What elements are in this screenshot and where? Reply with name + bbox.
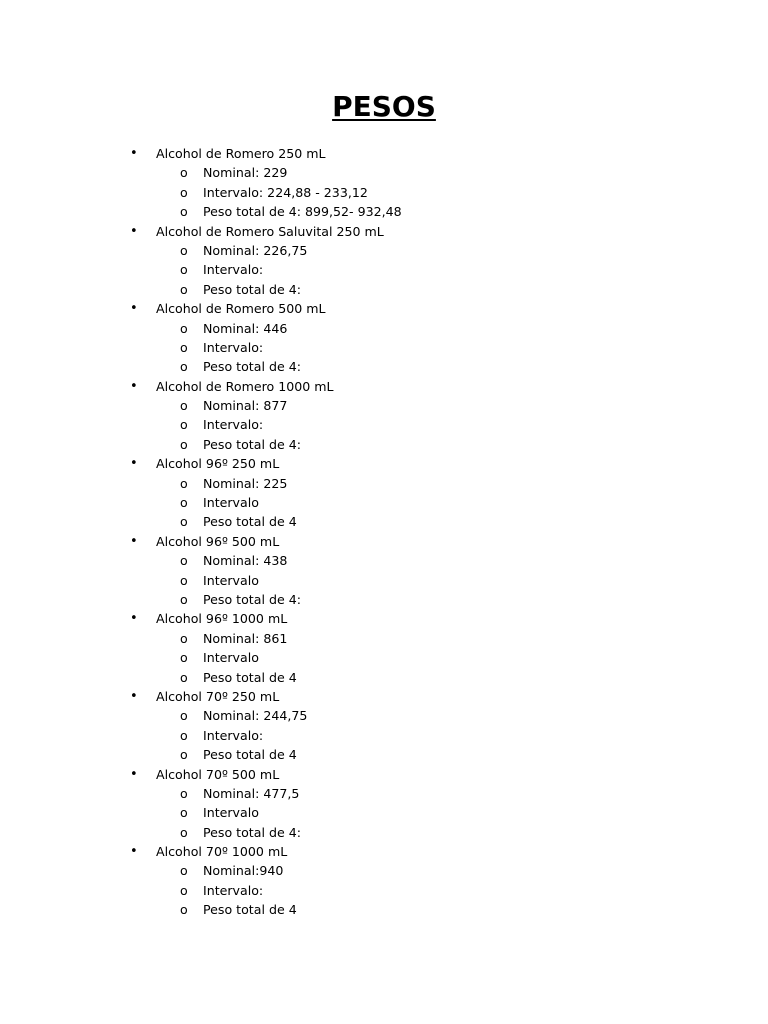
sub-item bbox=[0, 745, 768, 764]
sub-item bbox=[0, 280, 768, 299]
sub-item bbox=[0, 474, 768, 493]
sub-item-text: Nominal: 244,75 bbox=[203, 708, 308, 724]
sub-item-text: Peso total de 4: bbox=[203, 824, 301, 840]
list-item bbox=[0, 454, 768, 532]
bullet-icon: • bbox=[130, 688, 138, 704]
sub-bullet-icon: o bbox=[180, 242, 188, 258]
sub-bullet-icon: o bbox=[180, 514, 188, 530]
sub-item-text: Nominal:940 bbox=[203, 863, 284, 879]
sub-item-text: Peso total de 4 bbox=[203, 747, 297, 763]
list-item bbox=[0, 299, 768, 377]
bullet-icon: • bbox=[130, 146, 138, 161]
sub-item-text: Peso total de 4 bbox=[203, 902, 297, 918]
sub-item-text: Nominal: 477,5 bbox=[203, 785, 300, 801]
sub-bullet-icon: o bbox=[180, 495, 188, 511]
sub-list bbox=[0, 474, 768, 532]
bullet-icon: • bbox=[130, 533, 138, 549]
sub-item-text: Peso total de 4: bbox=[203, 436, 301, 452]
sub-item-text: Peso total de 4: 899,52- 932,48 bbox=[203, 204, 402, 220]
sub-item bbox=[0, 512, 768, 531]
sub-list bbox=[0, 551, 768, 609]
sub-item-text: Intervalo bbox=[203, 805, 259, 821]
sub-item-text: Nominal: 446 bbox=[203, 320, 288, 336]
list-item bbox=[0, 144, 768, 222]
sub-bullet-icon: o bbox=[180, 591, 188, 607]
item-label: Alcohol de Romero 1000 mL bbox=[156, 378, 334, 394]
bullet-icon: • bbox=[130, 223, 138, 239]
sub-item-text: Peso total de 4 bbox=[203, 514, 297, 530]
weights-list bbox=[0, 144, 768, 920]
item-label: Alcohol 70º 250 mL bbox=[156, 688, 280, 704]
list-item bbox=[0, 609, 768, 687]
page-title: PESOS bbox=[332, 90, 436, 123]
sub-item bbox=[0, 823, 768, 842]
item-label: Alcohol 70º 500 mL bbox=[156, 766, 280, 782]
sub-bullet-icon: o bbox=[180, 785, 188, 801]
sub-item-text: Nominal: 861 bbox=[203, 630, 288, 646]
sub-bullet-icon: o bbox=[180, 398, 188, 414]
sub-item bbox=[0, 202, 768, 221]
sub-item-text: Nominal: 229 bbox=[203, 165, 288, 181]
sub-bullet-icon: o bbox=[180, 572, 188, 588]
sub-bullet-icon: o bbox=[180, 475, 188, 491]
item-label: Alcohol de Romero 250 mL bbox=[156, 146, 326, 161]
sub-bullet-icon: o bbox=[180, 669, 188, 685]
sub-bullet-icon: o bbox=[180, 204, 188, 220]
sub-item bbox=[0, 163, 768, 182]
sub-item-text: Nominal: 225 bbox=[203, 475, 288, 491]
sub-bullet-icon: o bbox=[180, 359, 188, 375]
sub-bullet-icon: o bbox=[180, 165, 188, 181]
sub-bullet-icon: o bbox=[180, 262, 188, 278]
sub-item-text: Peso total de 4 bbox=[203, 669, 297, 685]
bullet-icon: • bbox=[130, 766, 138, 782]
sub-item bbox=[0, 900, 768, 919]
sub-bullet-icon: o bbox=[180, 417, 188, 433]
item-label: Alcohol 70º 1000 mL bbox=[156, 844, 288, 860]
list-item bbox=[0, 222, 768, 300]
sub-item-text: Intervalo: 224,88 - 233,12 bbox=[203, 184, 368, 200]
sub-bullet-icon: o bbox=[180, 339, 188, 355]
sub-bullet-icon: o bbox=[180, 863, 188, 879]
sub-bullet-icon: o bbox=[180, 281, 188, 297]
sub-item-text: Peso total de 4: bbox=[203, 359, 301, 375]
sub-list bbox=[0, 861, 768, 919]
sub-item-text: Intervalo: bbox=[203, 727, 264, 743]
sub-item-text: Peso total de 4: bbox=[203, 591, 301, 607]
list-item bbox=[0, 842, 768, 920]
sub-item bbox=[0, 435, 768, 454]
sub-item bbox=[0, 551, 768, 570]
sub-item bbox=[0, 241, 768, 260]
bullet-icon: • bbox=[130, 844, 138, 860]
sub-list bbox=[0, 319, 768, 377]
sub-bullet-icon: o bbox=[180, 650, 188, 666]
sub-item-text: Nominal: 438 bbox=[203, 553, 288, 569]
sub-item bbox=[0, 571, 768, 590]
sub-item-text: Intervalo: bbox=[203, 417, 264, 433]
item-label: Alcohol 96º 1000 mL bbox=[156, 611, 288, 627]
sub-item bbox=[0, 357, 768, 376]
sub-item-text: Intervalo: bbox=[203, 882, 264, 898]
bullet-icon: • bbox=[130, 456, 138, 472]
sub-item bbox=[0, 706, 768, 725]
sub-list bbox=[0, 396, 768, 454]
bullet-icon: • bbox=[130, 378, 138, 394]
list-item bbox=[0, 687, 768, 765]
sub-item bbox=[0, 338, 768, 357]
sub-bullet-icon: o bbox=[180, 436, 188, 452]
sub-bullet-icon: o bbox=[180, 747, 188, 763]
sub-item bbox=[0, 726, 768, 745]
sub-item bbox=[0, 668, 768, 687]
sub-item bbox=[0, 493, 768, 512]
sub-item bbox=[0, 319, 768, 338]
sub-item-text: Peso total de 4: bbox=[203, 281, 301, 297]
sub-item-text: Intervalo: bbox=[203, 339, 264, 355]
sub-list bbox=[0, 163, 768, 221]
list-item bbox=[0, 765, 768, 843]
sub-item bbox=[0, 260, 768, 279]
sub-list bbox=[0, 629, 768, 687]
bullet-icon: • bbox=[130, 301, 138, 317]
sub-item-text: Intervalo bbox=[203, 650, 259, 666]
sub-item bbox=[0, 803, 768, 822]
sub-item bbox=[0, 396, 768, 415]
sub-item bbox=[0, 881, 768, 900]
sub-bullet-icon: o bbox=[180, 630, 188, 646]
sub-bullet-icon: o bbox=[180, 902, 188, 918]
sub-item bbox=[0, 629, 768, 648]
sub-item bbox=[0, 784, 768, 803]
sub-bullet-icon: o bbox=[180, 553, 188, 569]
list-item bbox=[0, 532, 768, 610]
sub-item-text: Intervalo bbox=[203, 495, 259, 511]
sub-list bbox=[0, 784, 768, 842]
sub-item bbox=[0, 590, 768, 609]
item-label: Alcohol de Romero 500 mL bbox=[156, 301, 326, 317]
sub-list bbox=[0, 241, 768, 299]
sub-bullet-icon: o bbox=[180, 727, 188, 743]
list-item bbox=[0, 377, 768, 455]
sub-list bbox=[0, 706, 768, 764]
sub-item bbox=[0, 648, 768, 667]
sub-bullet-icon: o bbox=[180, 882, 188, 898]
sub-bullet-icon: o bbox=[180, 184, 188, 200]
sub-item bbox=[0, 415, 768, 434]
sub-item-text: Intervalo bbox=[203, 572, 259, 588]
sub-bullet-icon: o bbox=[180, 320, 188, 336]
item-label: Alcohol 96º 250 mL bbox=[156, 456, 280, 472]
item-label: Alcohol de Romero Saluvital 250 mL bbox=[156, 223, 384, 239]
sub-item-text: Intervalo: bbox=[203, 262, 264, 278]
sub-bullet-icon: o bbox=[180, 708, 188, 724]
item-label: Alcohol 96º 500 mL bbox=[156, 533, 280, 549]
sub-item bbox=[0, 861, 768, 880]
sub-bullet-icon: o bbox=[180, 805, 188, 821]
sub-item-text: Nominal: 877 bbox=[203, 398, 288, 414]
bullet-icon: • bbox=[130, 611, 138, 627]
sub-bullet-icon: o bbox=[180, 824, 188, 840]
sub-item bbox=[0, 183, 768, 202]
sub-item-text: Nominal: 226,75 bbox=[203, 242, 308, 258]
